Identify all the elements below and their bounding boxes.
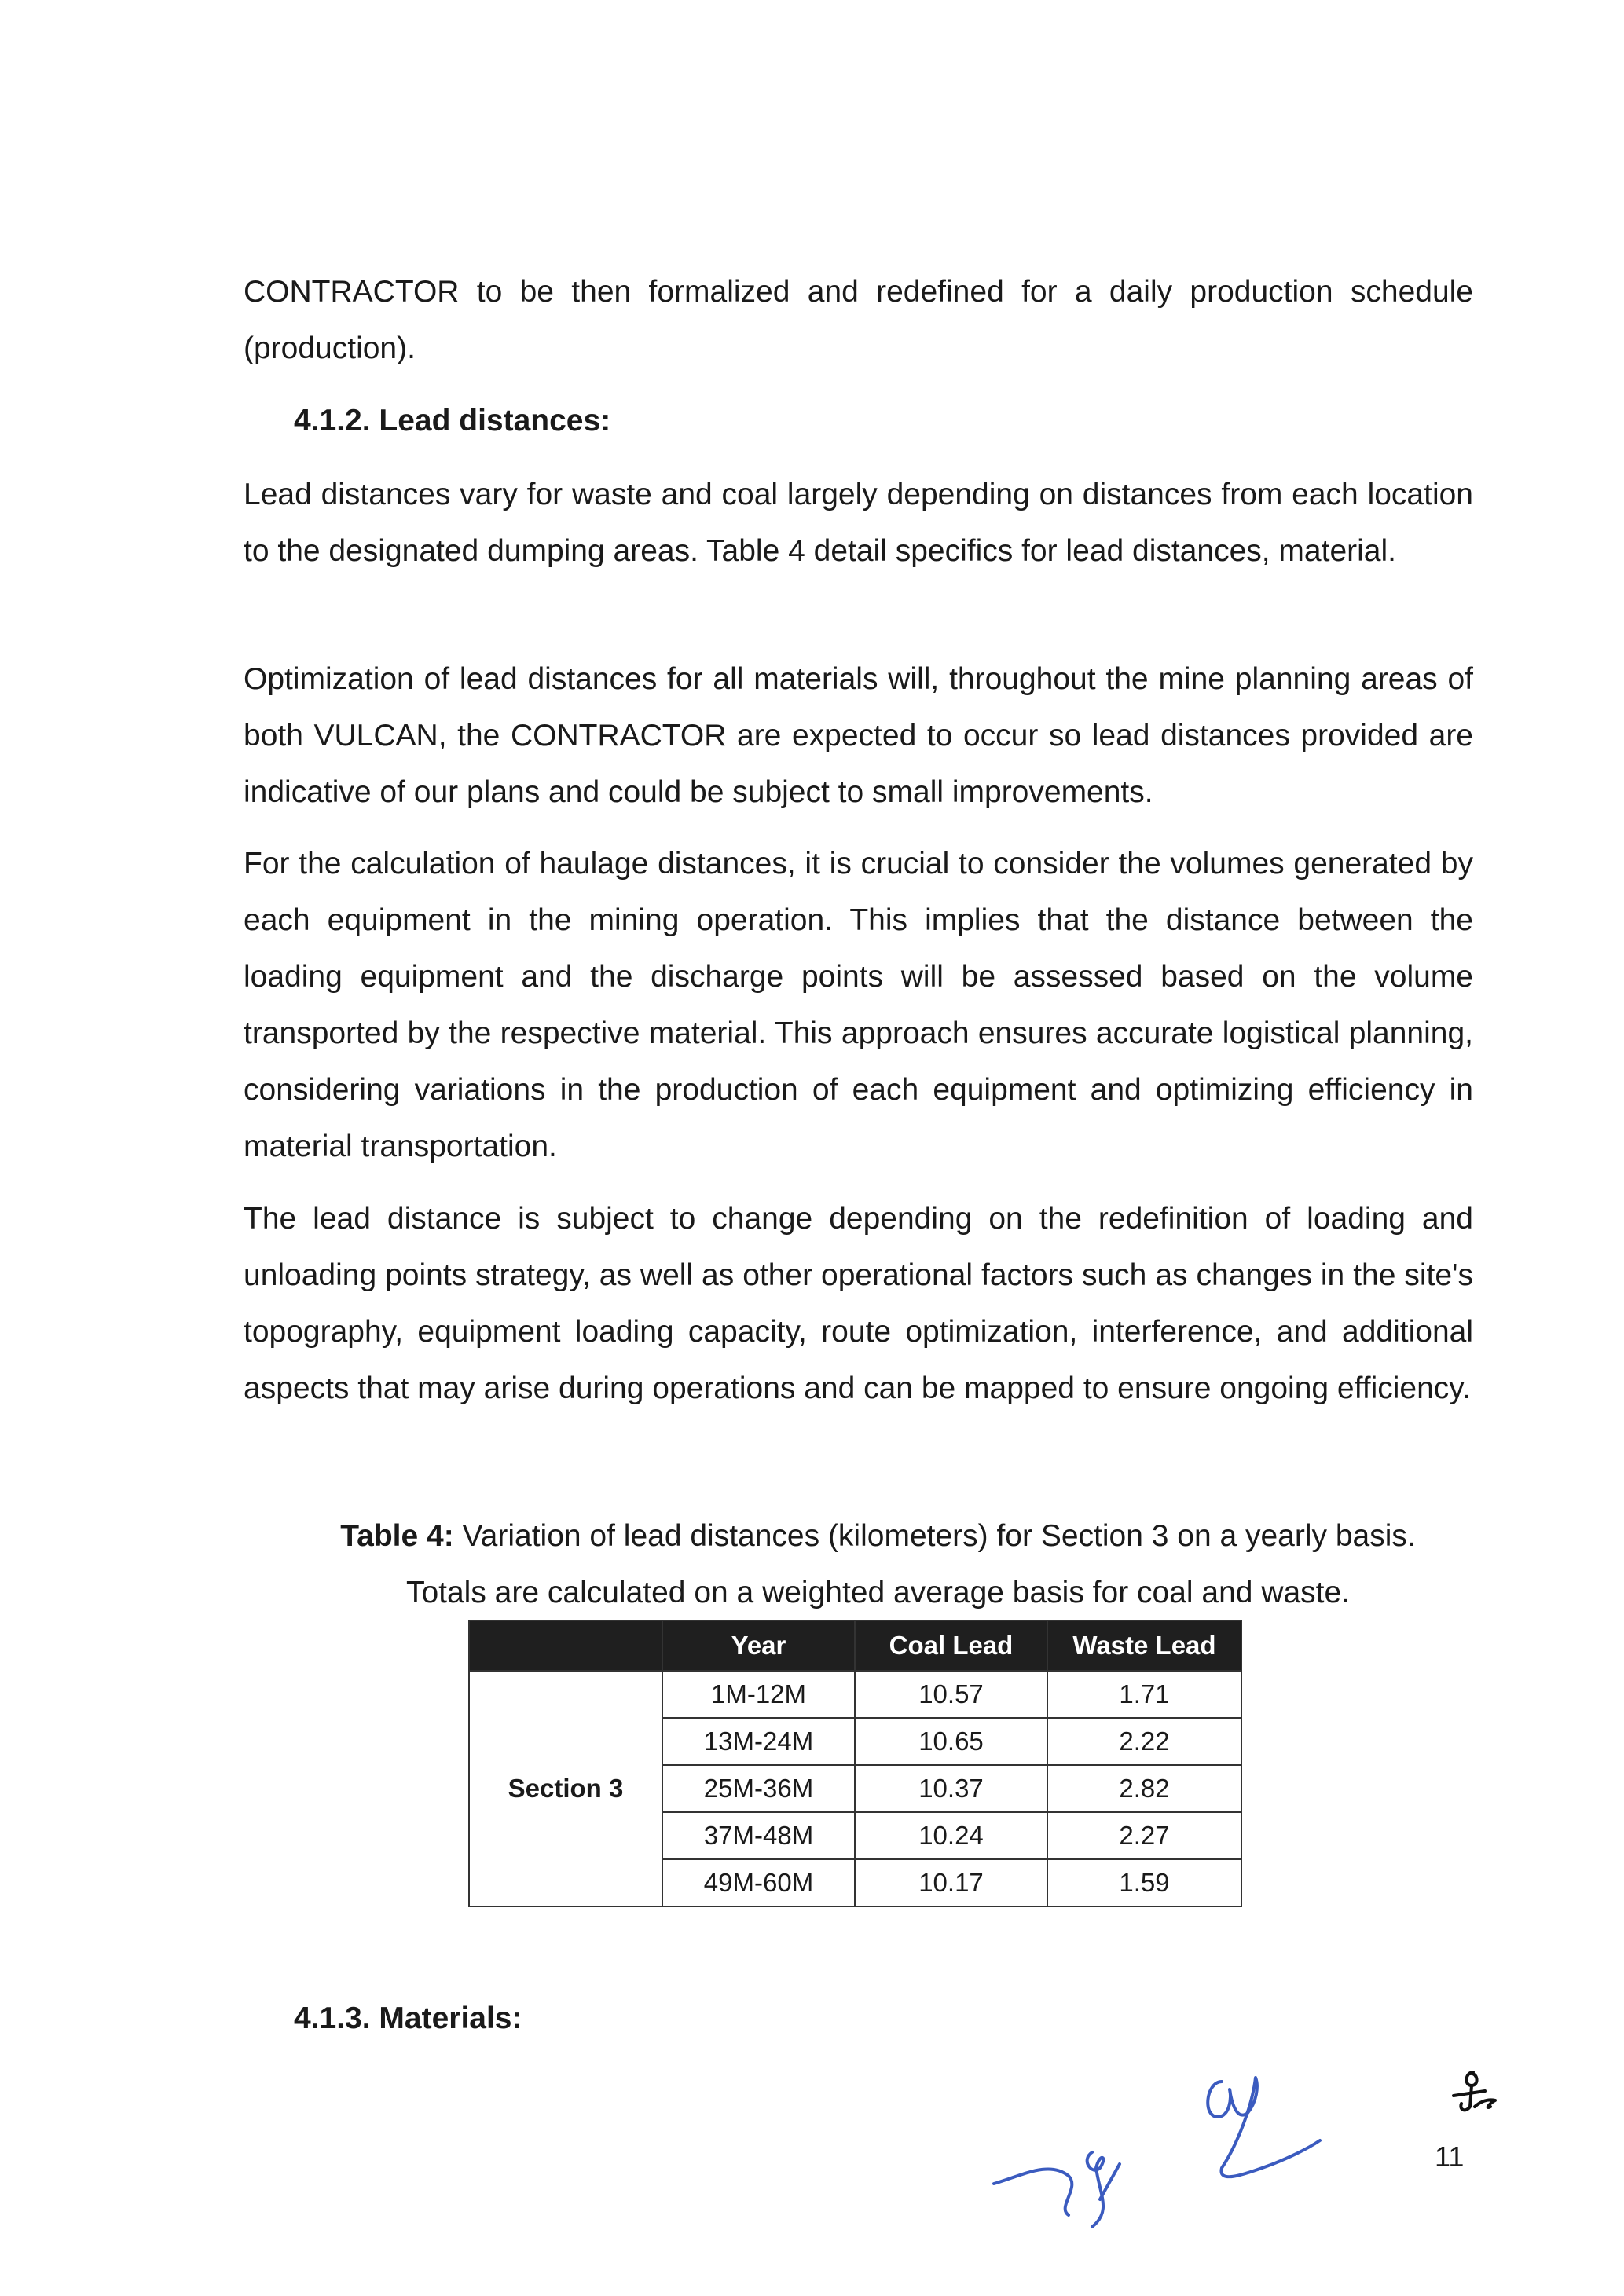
year-cell: 1M-12M — [662, 1671, 855, 1718]
year-cell: 37M-48M — [662, 1812, 855, 1859]
table-header-year: Year — [662, 1620, 855, 1671]
table-header-row — [469, 1620, 1241, 1671]
table-row — [469, 1671, 1241, 1718]
lead-paragraph-3: For the calculation of haulage distances, it is crucial to consider the volumes generated by each equipment in the mining operation. This implies that the distance between the loading equipment and the discharge points will be assessed based on the volume transported by the respective material. This approach ensures accurate logistical planning, considering variations in the production of each equipment and optimizing efficiency in material transportation. — [244, 847, 1473, 1163]
waste-lead-cell: 2.82 — [1047, 1765, 1241, 1812]
waste-lead-cell: 2.27 — [1047, 1812, 1241, 1859]
table-header-coal-lead: Coal Lead — [855, 1620, 1047, 1671]
coal-lead-cell: 10.65 — [855, 1718, 1047, 1765]
initials-stroke — [1475, 2100, 1495, 2107]
section-label-cell: Section 3 — [469, 1671, 662, 1906]
table-caption — [279, 1508, 1477, 1621]
waste-lead-cell: 1.59 — [1047, 1859, 1241, 1906]
table-header-waste-lead: Waste Lead — [1047, 1620, 1241, 1671]
table-caption-label: Table 4: — [340, 1519, 454, 1553]
initials-stroke — [1466, 2072, 1476, 2085]
lead-paragraph-2: Optimization of lead distances for all materials will, throughout the mine planning areas of both VULCAN, the CONTRACTOR are expected to occur so lead distances provided are indicative of our plans and could be subject to small improvements. — [244, 662, 1473, 809]
coal-lead-cell: 10.17 — [855, 1859, 1047, 1906]
waste-lead-cell: 2.22 — [1047, 1718, 1241, 1765]
coal-lead-cell: 10.37 — [855, 1765, 1047, 1812]
signature-initials-image — [982, 2058, 1406, 2239]
table-caption-text: Variation of lead distances (kilometers) for Section 3 on a yearly basis. — [453, 1519, 1416, 1553]
year-cell: 25M-36M — [662, 1765, 855, 1812]
year-cell: 13M-24M — [662, 1718, 855, 1765]
page-number: 11 — [1435, 2140, 1465, 2173]
waste-lead-cell: 1.71 — [1047, 1671, 1241, 1718]
lead-distance-table — [468, 1620, 1242, 1907]
section-heading-materials: 4.1.3. Materials: — [294, 2001, 522, 2035]
section-heading-lead-distances: 4.1.2. Lead distances: — [294, 404, 611, 438]
initials-stroke — [1454, 2091, 1485, 2096]
coal-lead-cell: 10.24 — [855, 1812, 1047, 1859]
table-caption-line2: Totals are calculated on a weighted average basis for coal and waste. — [405, 1576, 1351, 1609]
lead-paragraph-4: The lead distance is subject to change depending on the redefinition of loading and unloading points strategy, as well as other operational factors such as changes in the site's topography, equipment loading capacity, route optimization, interference, and additional aspects that may arise during operations and can be mapped to ensure ongoing efficiency. — [244, 1202, 1473, 1405]
initials-mark-image — [1442, 2058, 1512, 2137]
lead-paragraph-1: Lead distances vary for waste and coal largely depending on distances from each location to the designated dumping areas. Table 4 detail specifics for lead distances, material. — [244, 478, 1473, 568]
signature-stroke — [1100, 2164, 1120, 2199]
signature-stroke — [1087, 2152, 1104, 2227]
coal-lead-cell: 10.57 — [855, 1671, 1047, 1718]
initials-stroke — [1461, 2085, 1472, 2110]
signature-stroke — [994, 2169, 1072, 2215]
signature-stroke — [1208, 2078, 1320, 2177]
table-header-blank — [469, 1620, 662, 1671]
year-cell: 49M-60M — [662, 1859, 855, 1906]
intro-paragraph: CONTRACTOR to be then formalized and redefined for a daily production schedule (production). — [244, 275, 1473, 365]
